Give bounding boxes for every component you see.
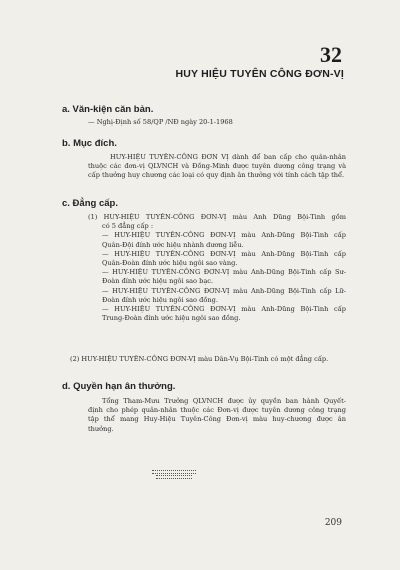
section-d-line: Tổng Tham-Mưu Trưởng QLVNCH được ủy quyền ban hành Quyết- <box>102 397 346 405</box>
list-item: — HUY-HIỆU TUYÊN-CÔNG ĐƠN-VỊ màu Anh-Dũng Bội-Tinh cấp <box>102 305 346 314</box>
section-d-line: tập thể mang Huy-Hiệu Tuyên-Công Đơn-vị màu huy-chương được ân <box>88 415 346 424</box>
list-item: — HUY-HIỆU TUYÊN-CÔNG ĐƠN-VỊ màu Anh-Dũng Bội-Tinh cấp <box>102 231 346 240</box>
ornament-divider <box>156 475 192 479</box>
section-b-heading: b. Mục đích. <box>62 138 117 149</box>
section-b-line: cấp thưởng huy chương các loại có quy định ân thưởng với tính cách tập thể. <box>88 171 345 180</box>
list-item: Quân-Đội đính ước hiệu nhành dương liễu. <box>102 240 244 249</box>
section-d-paragraph <box>88 397 346 434</box>
section-b-line: thuộc các đơn-vị QLVNCH và Đồng-Minh được tuyên dương công trạng và <box>88 162 346 171</box>
section-c-heading: c. Đẳng cấp. <box>62 198 118 209</box>
chapter-number: 32 <box>320 42 342 67</box>
list-item: Đoàn đính ước hiệu ngôi sao đồng. <box>102 295 218 304</box>
list-item: — HUY-HIỆU TUYÊN-CÔNG ĐƠN-VỊ màu Anh-Dũng Bội-Tinh cấp Sư- <box>102 268 346 277</box>
chapter-title: HUY HIỆU TUYÊN CÔNG ĐƠN-VỊ <box>175 68 344 80</box>
section-d-line: thưởng. <box>88 424 114 433</box>
page-number: 209 <box>324 518 342 528</box>
section-c-list <box>88 213 346 323</box>
list-item: Đoàn đính ước hiệu ngôi sao bạc. <box>102 277 214 286</box>
section-d-heading: d. Quyền hạn ân thưởng. <box>62 381 176 392</box>
ornament-divider <box>152 470 196 474</box>
list-item: Trung-Đoàn đính ước hiệu ngôi sao đồng. <box>102 314 241 323</box>
section-d-line: định cho phép quân-nhân thuộc các Đơn-vị được tuyên dương công trạng <box>88 406 346 415</box>
list-item: Quân-Đoàn đính ước hiệu ngôi sao vàng. <box>102 259 238 268</box>
section-a-heading: a. Văn-kiện căn bản. <box>62 104 154 115</box>
list-item: (1) HUY-HIỆU TUYÊN-CÔNG ĐƠN-VỊ màu Anh Dũng Bội-Tinh gồm <box>88 213 346 221</box>
list-item: — HUY-HIỆU TUYÊN-CÔNG ĐƠN-VỊ màu Anh-Dũng Bội-Tinh cấp <box>102 249 346 258</box>
section-b-line: HUY-HIỆU TUYÊN-CÔNG ĐƠN VỊ dành để ban cấp cho quân-nhân <box>110 153 346 161</box>
section-a-line: — Nghị-Định số 58/QP /NĐ ngày 20-1-1968 <box>88 118 233 126</box>
list-item: — HUY-HIỆU TUYÊN-CÔNG ĐƠN-VỊ màu Anh-Dũng Bội-Tinh cấp Lữ- <box>102 286 346 295</box>
list-item: (2) HUY-HIỆU TUYÊN-CÔNG ĐƠN-VỊ màu Dân-Vụ Bội-Tinh có một đẳng cấp. <box>70 355 329 363</box>
section-b-paragraph <box>88 153 346 181</box>
list-item: có 5 đẳng cấp : <box>102 222 154 231</box>
